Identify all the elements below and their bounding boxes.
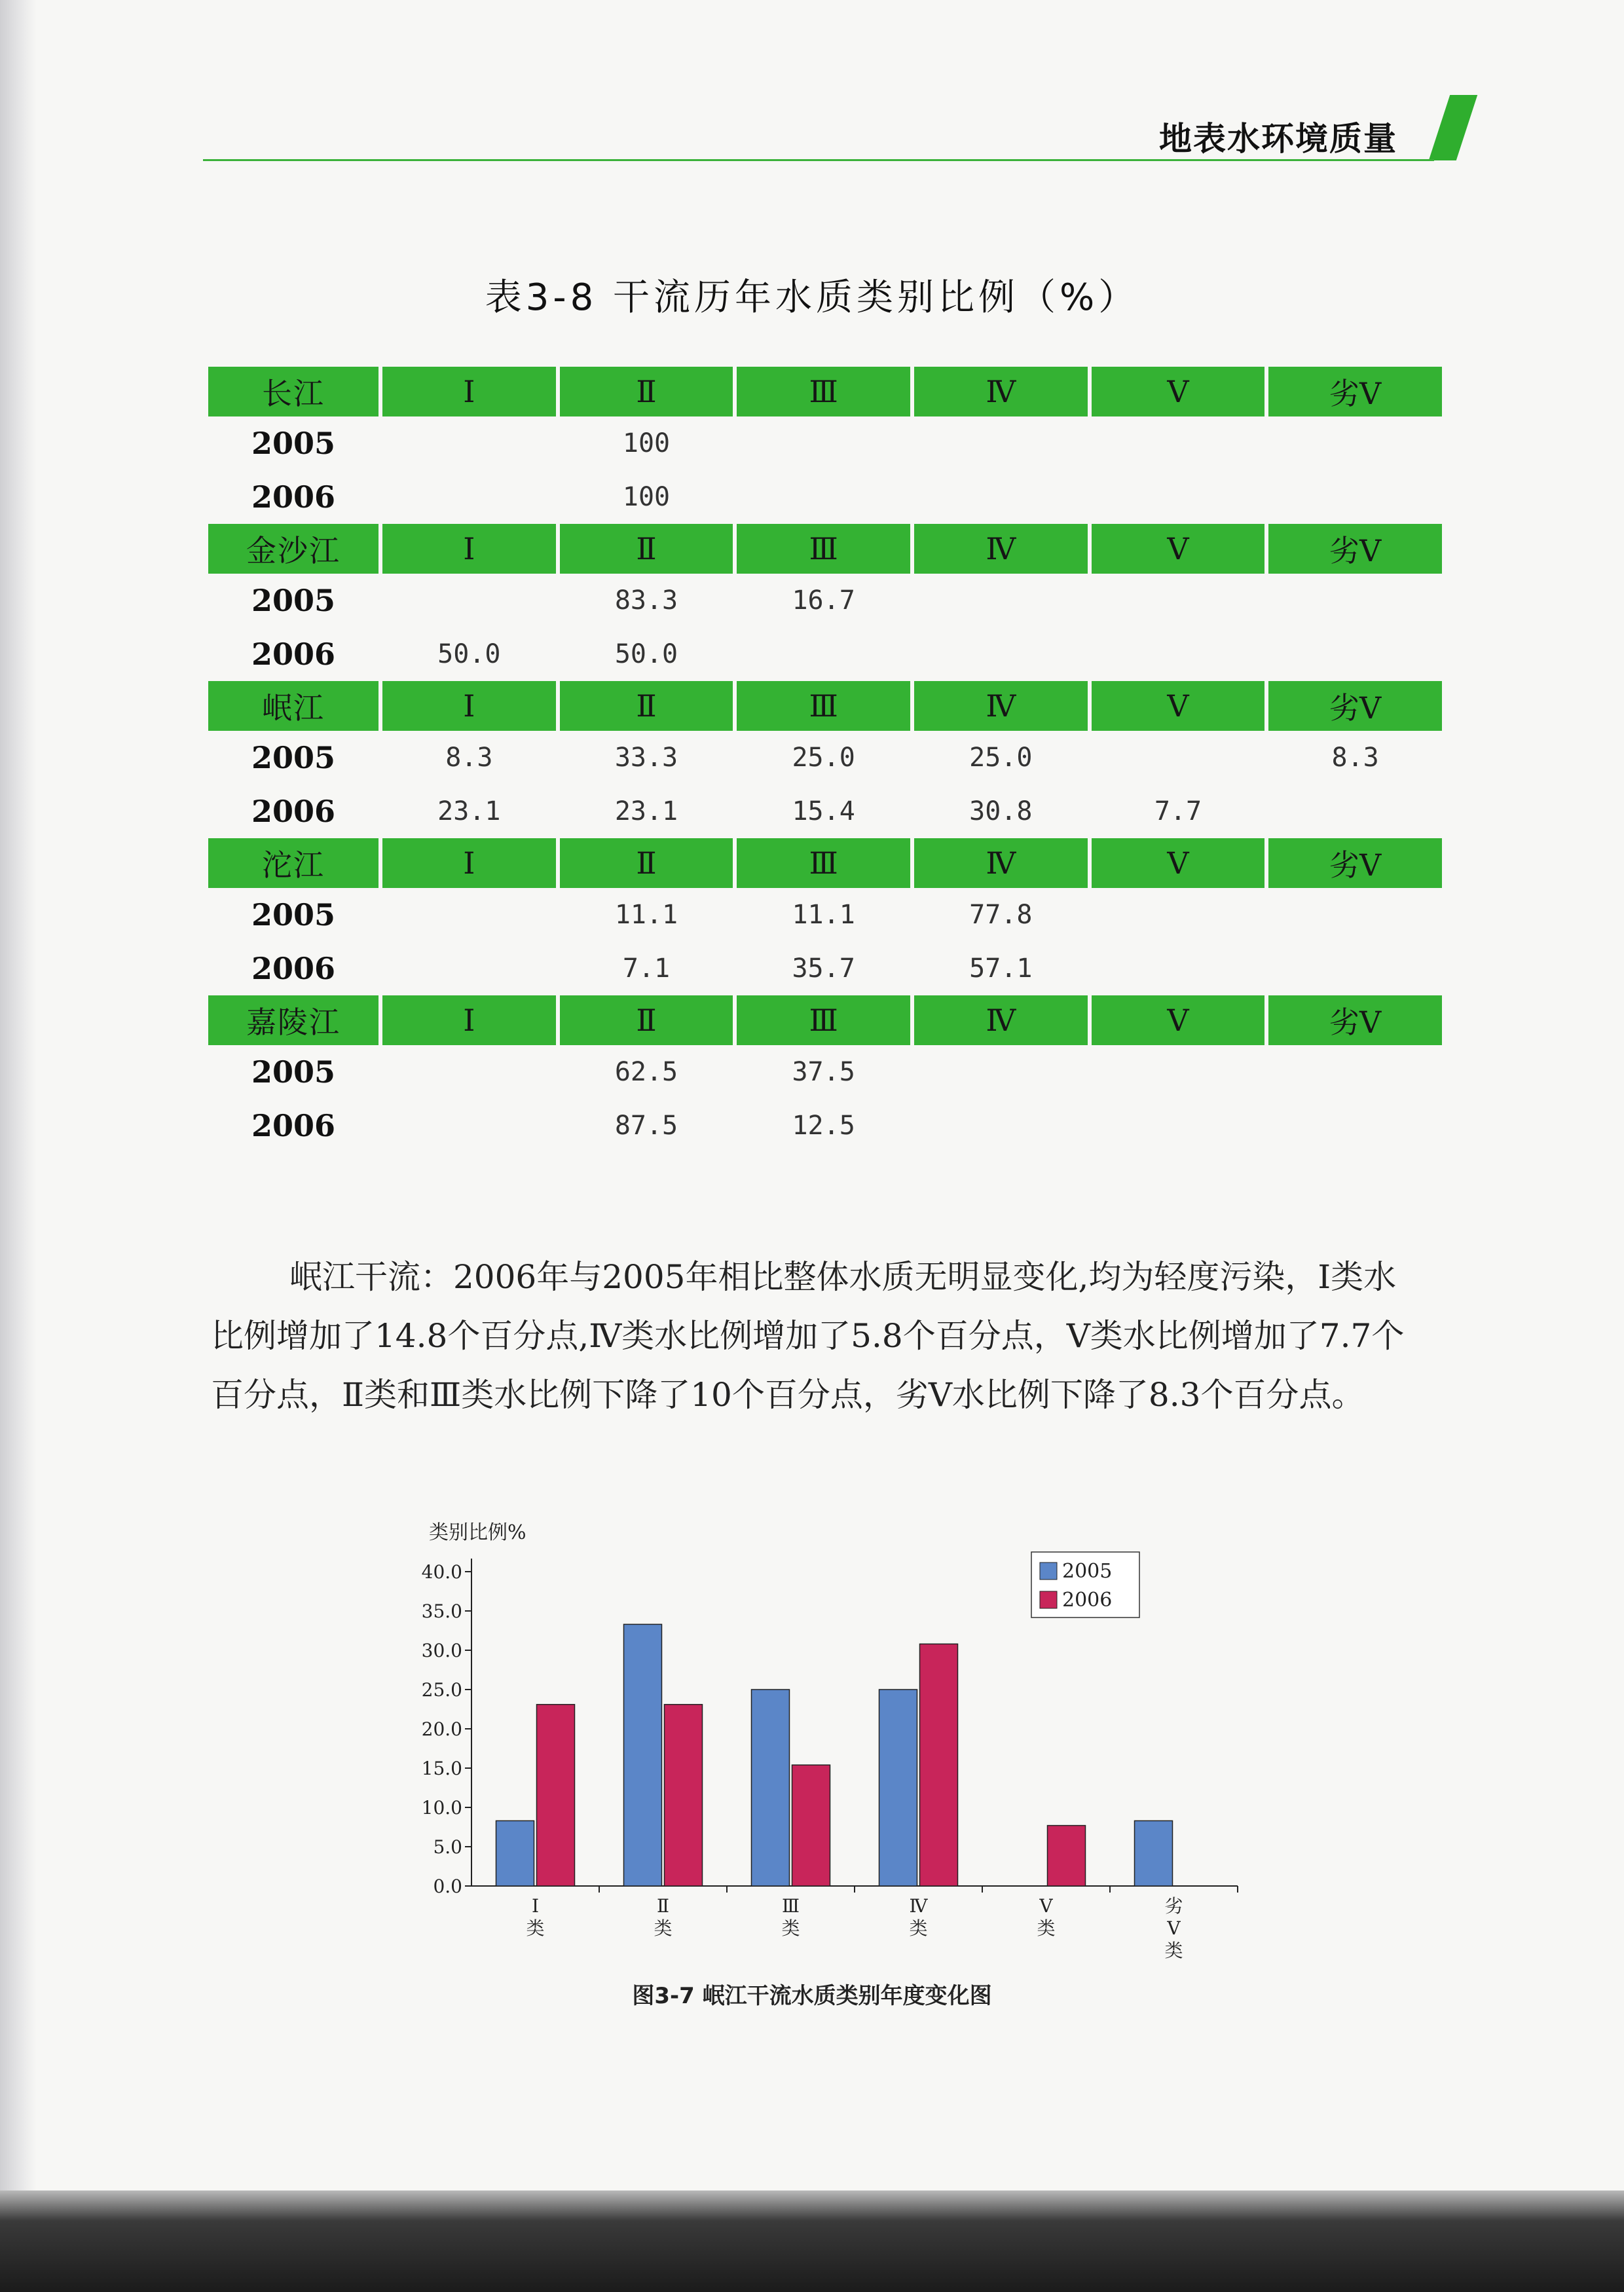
class-header-cell: Ⅱ [560, 995, 733, 1045]
bar-2005 [879, 1690, 917, 1886]
value-cell: 16.7 [792, 585, 855, 616]
value-cell: 12.5 [792, 1111, 855, 1141]
x-tick-label: Ⅳ [909, 1895, 928, 1917]
value-cell: 11.1 [614, 900, 678, 930]
value-cell [914, 627, 1088, 681]
class-header-cell: 劣Ⅴ [1268, 524, 1442, 574]
table-row [208, 731, 1442, 785]
class-header-cell: Ⅳ [914, 367, 1088, 416]
table-group-header [208, 995, 1442, 1045]
class-header-cell: 劣Ⅴ [1268, 838, 1442, 888]
y-tick-label: 10.0 [421, 1797, 462, 1819]
value-cell: 50.0 [614, 639, 678, 669]
bar-2005 [496, 1821, 534, 1886]
class-header-cell: Ⅳ [914, 524, 1088, 574]
table-row [208, 888, 1442, 942]
class-header-cell: Ⅱ [560, 367, 733, 416]
value-cell [1268, 470, 1442, 524]
y-tick-label: 35.0 [421, 1600, 462, 1622]
value-cell [1268, 785, 1442, 838]
x-tick-label: 类 [781, 1917, 800, 1939]
y-tick-label: 40.0 [421, 1561, 462, 1583]
value-cell [1268, 1045, 1442, 1099]
x-tick-label: Ⅴ [1039, 1895, 1053, 1917]
class-header-cell: 劣Ⅴ [1268, 367, 1442, 416]
class-header-cell: Ⅱ [560, 524, 733, 574]
year-cell: 2006 [251, 951, 336, 986]
value-cell: 25.0 [792, 743, 855, 773]
value-cell: 77.8 [969, 900, 1033, 930]
bar-chart-svg [367, 1506, 1283, 2004]
river-name-cell: 嘉陵江 [208, 995, 378, 1045]
value-cell [1092, 470, 1265, 524]
year-cell: 2005 [251, 897, 336, 933]
class-header-cell: 劣Ⅴ [1268, 995, 1442, 1045]
x-tick-label: 类 [909, 1917, 928, 1939]
value-cell [1092, 731, 1265, 785]
value-cell: 11.1 [792, 900, 855, 930]
value-cell [1092, 942, 1265, 995]
x-tick-label: Ⅴ [1167, 1917, 1181, 1939]
value-cell [1092, 1099, 1265, 1153]
class-header-cell: Ⅲ [737, 367, 910, 416]
year-cell: 2006 [251, 637, 336, 672]
table-row [208, 470, 1442, 524]
value-cell: 37.5 [792, 1057, 855, 1087]
value-cell [1268, 627, 1442, 681]
table-group-header [208, 367, 1442, 416]
value-cell: 25.0 [969, 743, 1033, 773]
bar-2005 [1135, 1821, 1173, 1886]
class-header-cell: 劣Ⅴ [1268, 681, 1442, 731]
value-cell: 100 [622, 428, 671, 458]
river-name-cell: 金沙江 [208, 524, 378, 574]
value-cell: 35.7 [792, 953, 855, 984]
table-group-header [208, 524, 1442, 574]
class-header-cell: Ⅱ [560, 681, 733, 731]
value-cell: 33.3 [614, 743, 678, 773]
class-header-cell: Ⅰ [382, 995, 556, 1045]
river-name-cell: 沱江 [208, 838, 378, 888]
body-text-line: 百分点，Ⅱ类和Ⅲ类水比例下降了10个百分点，劣Ⅴ水比例下降了8.3个百分点。 [211, 1376, 1365, 1414]
class-header-cell: Ⅳ [914, 995, 1088, 1045]
class-header-cell: Ⅴ [1092, 838, 1265, 888]
value-cell: 15.4 [792, 796, 855, 826]
table-row [208, 1045, 1442, 1099]
table-row [208, 785, 1442, 838]
value-cell [382, 888, 556, 942]
y-axis-label: 类别比例% [429, 1521, 526, 1544]
river-name-cell: 岷江 [208, 681, 378, 731]
class-header-cell: Ⅲ [737, 995, 910, 1045]
class-header-cell: Ⅲ [737, 838, 910, 888]
x-tick-label: 类 [1164, 1940, 1183, 1961]
x-tick-label: Ⅰ [531, 1895, 540, 1917]
y-tick-label: 0.0 [433, 1876, 462, 1897]
value-cell [737, 627, 910, 681]
class-header-cell: Ⅰ [382, 838, 556, 888]
class-header-cell: Ⅰ [382, 524, 556, 574]
x-tick-label: 劣 [1164, 1895, 1183, 1917]
class-header-cell: Ⅲ [737, 524, 910, 574]
value-cell [1268, 574, 1442, 627]
value-cell: 100 [622, 482, 671, 512]
value-cell [914, 1099, 1088, 1153]
year-cell: 2005 [251, 583, 336, 618]
table-group-header [208, 681, 1442, 731]
value-cell [1092, 574, 1265, 627]
value-cell [1092, 416, 1265, 470]
body-paragraph [211, 1248, 1455, 1424]
header-accent-slash [1429, 95, 1477, 160]
value-cell [1268, 1099, 1442, 1153]
body-text-line: 比例增加了14.8个百分点,Ⅳ类水比例增加了5.8个百分点，Ⅴ类水比例增加了7.7个 [211, 1317, 1405, 1355]
bar-2006 [1048, 1826, 1086, 1886]
class-header-cell: Ⅴ [1092, 995, 1265, 1045]
y-tick-label: 15.0 [421, 1758, 462, 1779]
legend-label: 2005 [1062, 1560, 1113, 1583]
value-cell [737, 416, 910, 470]
value-cell: 23.1 [614, 796, 678, 826]
running-header-title: 地表水环境质量 [1159, 120, 1397, 158]
year-cell: 2005 [251, 740, 336, 775]
year-cell: 2005 [251, 1054, 336, 1090]
table-row [208, 627, 1442, 681]
value-cell [914, 470, 1088, 524]
x-tick-label: Ⅱ [656, 1895, 670, 1917]
value-cell: 8.3 [1331, 743, 1379, 773]
y-tick-label: 5.0 [433, 1836, 462, 1858]
value-cell [914, 416, 1088, 470]
table-row [208, 574, 1442, 627]
bar-2006 [665, 1705, 703, 1886]
table-row [208, 1099, 1442, 1153]
y-tick-label: 20.0 [421, 1718, 462, 1740]
value-cell [382, 416, 556, 470]
legend-swatch [1040, 1591, 1057, 1608]
x-tick-label: Ⅲ [781, 1895, 800, 1917]
class-header-cell: Ⅴ [1092, 681, 1265, 731]
x-tick-label: 类 [1037, 1917, 1056, 1939]
class-header-cell: Ⅳ [914, 838, 1088, 888]
year-cell: 2006 [251, 794, 336, 829]
value-cell [1092, 1045, 1265, 1099]
y-tick-label: 25.0 [421, 1679, 462, 1701]
x-tick-label: 类 [654, 1917, 673, 1939]
value-cell [1268, 942, 1442, 995]
year-cell: 2005 [251, 426, 336, 461]
value-cell [382, 1045, 556, 1099]
legend-label: 2006 [1062, 1589, 1113, 1612]
value-cell [737, 470, 910, 524]
river-name-cell: 长江 [208, 367, 378, 416]
value-cell [1268, 888, 1442, 942]
class-header-cell: Ⅲ [737, 681, 910, 731]
year-cell: 2006 [251, 1108, 336, 1143]
value-cell [914, 1045, 1088, 1099]
header-rule [203, 159, 1434, 161]
value-cell [382, 470, 556, 524]
value-cell [382, 942, 556, 995]
value-cell: 83.3 [614, 585, 678, 616]
scan-bottom-edge [0, 2190, 1624, 2292]
value-cell [914, 574, 1088, 627]
figure-caption: 图3-7 岷江干流水质类别年度变化图 [632, 1983, 992, 2009]
class-header-cell: Ⅴ [1092, 524, 1265, 574]
value-cell [1092, 627, 1265, 681]
table-group-header [208, 838, 1442, 888]
legend-swatch [1040, 1562, 1057, 1580]
class-header-cell: Ⅴ [1092, 367, 1265, 416]
value-cell [382, 574, 556, 627]
value-cell: 30.8 [969, 796, 1033, 826]
value-cell [1092, 888, 1265, 942]
value-cell: 57.1 [969, 953, 1033, 984]
bar-2005 [752, 1690, 790, 1886]
bar-2006 [792, 1765, 830, 1886]
value-cell: 87.5 [614, 1111, 678, 1141]
body-text-line: 岷江干流：2006年与2005年相比整体水质无明显变化,均为轻度污染，Ⅰ类水 [289, 1258, 1397, 1296]
bar-2006 [537, 1705, 575, 1886]
bar-2005 [624, 1624, 662, 1886]
value-cell [382, 1099, 556, 1153]
table-row [208, 942, 1442, 995]
class-header-cell: Ⅱ [560, 838, 733, 888]
x-tick-label: 类 [526, 1917, 545, 1939]
value-cell: 23.1 [437, 796, 501, 826]
y-tick-label: 30.0 [421, 1640, 462, 1661]
book-spine-shadow [0, 0, 37, 2292]
class-header-cell: Ⅰ [382, 367, 556, 416]
value-cell [1268, 416, 1442, 470]
water-quality-table [204, 367, 1446, 1153]
value-cell: 8.3 [445, 743, 493, 773]
bar-chart [367, 1506, 1283, 2004]
value-cell: 7.1 [622, 953, 671, 984]
table-row [208, 416, 1442, 470]
year-cell: 2006 [251, 479, 336, 515]
table-title: 表3-8 干流历年水质类别比例（%） [485, 276, 1139, 319]
class-header-cell: Ⅳ [914, 681, 1088, 731]
value-cell: 62.5 [614, 1057, 678, 1087]
bar-2006 [920, 1644, 958, 1886]
value-cell: 50.0 [437, 639, 501, 669]
class-header-cell: Ⅰ [382, 681, 556, 731]
value-cell: 7.7 [1154, 796, 1202, 826]
